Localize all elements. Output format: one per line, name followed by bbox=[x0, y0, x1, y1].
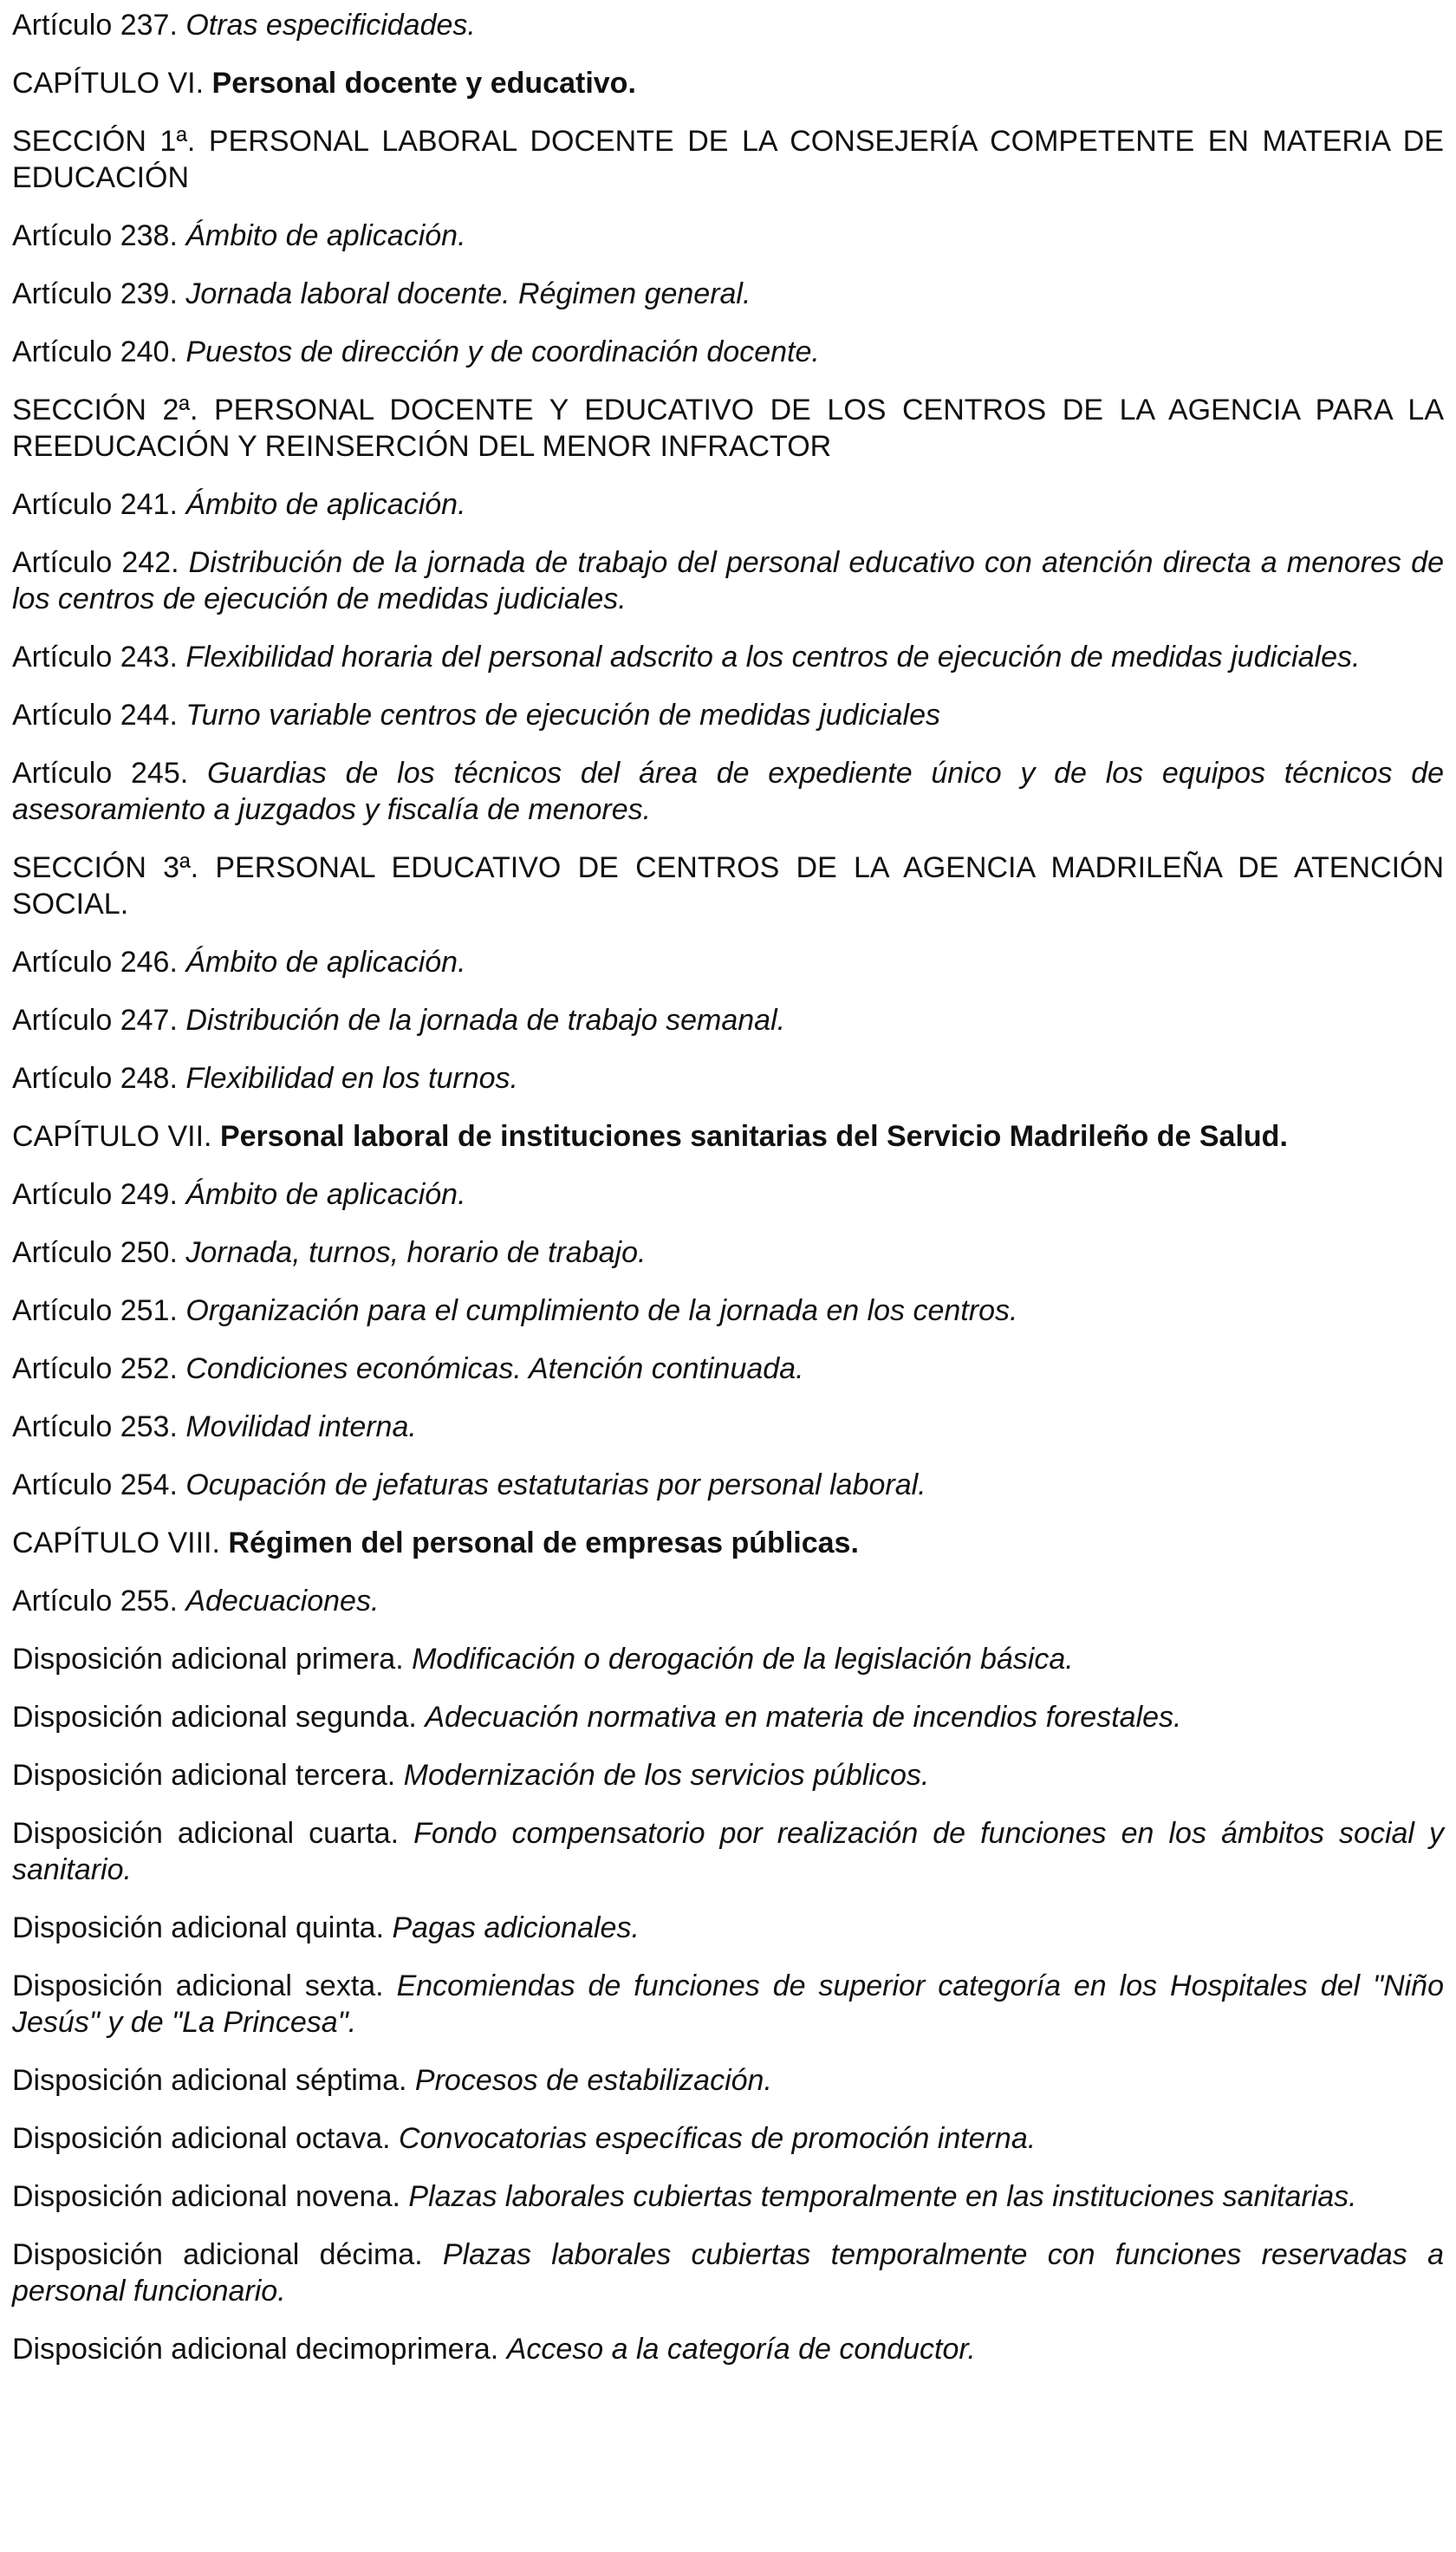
article-label: Artículo 255. bbox=[12, 1585, 178, 1618]
toc-entry-article bbox=[12, 697, 1444, 733]
article-label: Artículo 240. bbox=[12, 335, 178, 368]
toc-entry-disposition bbox=[12, 1699, 1444, 1735]
disposition-title: Fondo compensatorio por realización de funciones en los ámbitos social y sanitario. bbox=[12, 1817, 1444, 1886]
toc-entry-disposition bbox=[12, 2120, 1444, 2157]
article-title: Ámbito de aplicación. bbox=[185, 488, 466, 521]
disposition-title: Adecuación normativa en materia de incendios forestales. bbox=[425, 1701, 1182, 1734]
article-label: Artículo 253. bbox=[12, 1410, 178, 1443]
toc-entry-article bbox=[12, 1409, 1444, 1445]
disposition-title: Acceso a la categoría de conductor. bbox=[506, 2333, 976, 2366]
chapter-label: CAPÍTULO VIII. bbox=[12, 1527, 220, 1559]
article-title: Organización para el cumplimiento de la jornada en los centros. bbox=[185, 1294, 1018, 1327]
toc-entry-article bbox=[12, 1583, 1444, 1619]
article-label: Artículo 245. bbox=[12, 757, 189, 790]
disposition-label: Disposición adicional séptima. bbox=[12, 2064, 407, 2097]
disposition-label: Disposición adicional octava. bbox=[12, 2122, 391, 2155]
disposition-label: Disposición adicional cuarta. bbox=[12, 1817, 400, 1850]
section-title: PERSONAL DOCENTE Y EDUCATIVO DE LOS CENTROS DE LA AGENCIA PARA LA REEDUCACIÓN Y REINSERCIÓN DEL MENOR INFRACTOR bbox=[12, 394, 1444, 463]
article-label: Artículo 248. bbox=[12, 1062, 178, 1095]
article-label: Artículo 250. bbox=[12, 1236, 178, 1269]
article-label: Artículo 243. bbox=[12, 641, 178, 674]
toc-entry-disposition bbox=[12, 1968, 1444, 2041]
article-label: Artículo 249. bbox=[12, 1178, 178, 1211]
chapter-label: CAPÍTULO VII. bbox=[12, 1120, 212, 1153]
article-title: Turno variable centros de ejecución de medidas judiciales bbox=[185, 699, 940, 732]
toc-entry-article bbox=[12, 755, 1444, 828]
toc-entry-article bbox=[12, 1060, 1444, 1097]
section-label: SECCIÓN 2ª. bbox=[12, 394, 198, 426]
disposition-title: Modificación o derogación de la legislación básica. bbox=[412, 1643, 1074, 1676]
article-title: Ámbito de aplicación. bbox=[185, 219, 466, 252]
table-of-contents bbox=[12, 7, 1444, 2367]
article-title: Adecuaciones. bbox=[185, 1585, 380, 1618]
toc-entry-section bbox=[12, 392, 1444, 465]
disposition-label: Disposición adicional decimoprimera. bbox=[12, 2333, 499, 2366]
article-title: Distribución de la jornada de trabajo del personal educativo con atención directa a menores de los centros de ejecución de medidas judiciales. bbox=[12, 546, 1444, 615]
toc-entry-article bbox=[12, 1292, 1444, 1329]
disposition-title: Procesos de estabilización. bbox=[414, 2064, 772, 2097]
disposition-label: Disposición adicional sexta. bbox=[12, 1969, 384, 2002]
section-label: SECCIÓN 1ª. bbox=[12, 125, 196, 158]
article-label: Artículo 247. bbox=[12, 1004, 178, 1037]
toc-entry-article bbox=[12, 639, 1444, 675]
toc-entry-disposition bbox=[12, 2236, 1444, 2309]
toc-entry-article bbox=[12, 334, 1444, 370]
toc-entry-article bbox=[12, 1176, 1444, 1213]
disposition-title: Pagas adicionales. bbox=[392, 1911, 640, 1944]
chapter-title: Personal docente y educativo. bbox=[211, 67, 636, 100]
article-label: Artículo 237. bbox=[12, 9, 178, 42]
toc-entry-disposition bbox=[12, 2331, 1444, 2367]
disposition-label: Disposición adicional quinta. bbox=[12, 1911, 385, 1944]
toc-entry-disposition bbox=[12, 1641, 1444, 1677]
disposition-label: Disposición adicional tercera. bbox=[12, 1759, 396, 1792]
disposition-label: Disposición adicional primera. bbox=[12, 1643, 404, 1676]
toc-entry-disposition bbox=[12, 1910, 1444, 1946]
chapter-title: Régimen del personal de empresas públicas. bbox=[228, 1527, 859, 1559]
disposition-title: Encomiendas de funciones de superior categoría en los Hospitales del "Niño Jesús" y de "La Princesa". bbox=[12, 1969, 1444, 2039]
disposition-label: Disposición adicional novena. bbox=[12, 2180, 400, 2213]
article-title: Otras especificidades. bbox=[185, 9, 476, 42]
article-title: Ámbito de aplicación. bbox=[185, 1178, 466, 1211]
article-title: Ocupación de jefaturas estatutarias por personal laboral. bbox=[185, 1468, 926, 1501]
article-label: Artículo 252. bbox=[12, 1352, 178, 1385]
section-label: SECCIÓN 3ª. bbox=[12, 851, 199, 884]
section-title: PERSONAL EDUCATIVO DE CENTROS DE LA AGENCIA MADRILEÑA DE ATENCIÓN SOCIAL. bbox=[12, 851, 1445, 921]
toc-entry-chapter bbox=[12, 1525, 1444, 1561]
article-label: Artículo 238. bbox=[12, 219, 178, 252]
toc-entry-article bbox=[12, 1002, 1444, 1038]
article-title: Ámbito de aplicación. bbox=[185, 946, 466, 979]
toc-entry-disposition bbox=[12, 1815, 1444, 1888]
article-label: Artículo 251. bbox=[12, 1294, 178, 1327]
toc-entry-article bbox=[12, 1467, 1444, 1503]
article-label: Artículo 239. bbox=[12, 277, 178, 310]
article-title: Movilidad interna. bbox=[185, 1410, 417, 1443]
toc-entry-chapter bbox=[12, 65, 1444, 101]
article-title: Distribución de la jornada de trabajo semanal. bbox=[185, 1004, 786, 1037]
article-label: Artículo 244. bbox=[12, 699, 178, 732]
toc-entry-article bbox=[12, 276, 1444, 312]
toc-entry-section bbox=[12, 850, 1444, 922]
article-label: Artículo 241. bbox=[12, 488, 178, 521]
toc-entry-article bbox=[12, 486, 1444, 523]
toc-entry-disposition bbox=[12, 2178, 1444, 2215]
toc-entry-disposition bbox=[12, 1757, 1444, 1794]
disposition-label: Disposición adicional segunda. bbox=[12, 1701, 417, 1734]
toc-entry-article bbox=[12, 7, 1444, 43]
article-label: Artículo 246. bbox=[12, 946, 178, 979]
article-title: Condiciones económicas. Atención continuada. bbox=[185, 1352, 804, 1385]
section-title: PERSONAL LABORAL DOCENTE DE LA CONSEJERÍA COMPETENTE EN MATERIA DE EDUCACIÓN bbox=[12, 125, 1444, 194]
article-title: Flexibilidad horaria del personal adscrito a los centros de ejecución de medidas judiciales. bbox=[185, 641, 1361, 674]
article-title: Puestos de dirección y de coordinación docente. bbox=[185, 335, 820, 368]
disposition-label: Disposición adicional décima. bbox=[12, 2238, 423, 2271]
toc-entry-chapter bbox=[12, 1118, 1444, 1155]
disposition-title: Convocatorias específicas de promoción interna. bbox=[399, 2122, 1037, 2155]
toc-entry-article bbox=[12, 1351, 1444, 1387]
disposition-title: Plazas laborales cubiertas temporalmente en las instituciones sanitarias. bbox=[408, 2180, 1357, 2213]
article-title: Jornada laboral docente. Régimen general. bbox=[185, 277, 751, 310]
article-label: Artículo 254. bbox=[12, 1468, 178, 1501]
chapter-title: Personal laboral de instituciones sanitarias del Servicio Madrileño de Salud. bbox=[219, 1120, 1288, 1153]
article-title: Flexibilidad en los turnos. bbox=[185, 1062, 518, 1095]
toc-entry-article bbox=[12, 1234, 1444, 1271]
toc-entry-disposition bbox=[12, 2062, 1444, 2099]
toc-entry-article bbox=[12, 544, 1444, 617]
disposition-title: Plazas laborales cubiertas temporalmente con funciones reservadas a personal funcionario. bbox=[12, 2238, 1444, 2308]
article-title: Guardias de los técnicos del área de expediente único y de los equipos técnicos de asesoramiento a juzgados y fiscalía de menores. bbox=[12, 757, 1445, 826]
toc-entry-article bbox=[12, 218, 1444, 254]
toc-entry-section bbox=[12, 123, 1444, 196]
disposition-title: Modernización de los servicios públicos. bbox=[403, 1759, 930, 1792]
article-title: Jornada, turnos, horario de trabajo. bbox=[185, 1236, 647, 1269]
article-label: Artículo 242. bbox=[12, 546, 179, 579]
toc-entry-article bbox=[12, 944, 1444, 980]
chapter-label: CAPÍTULO VI. bbox=[12, 67, 205, 100]
